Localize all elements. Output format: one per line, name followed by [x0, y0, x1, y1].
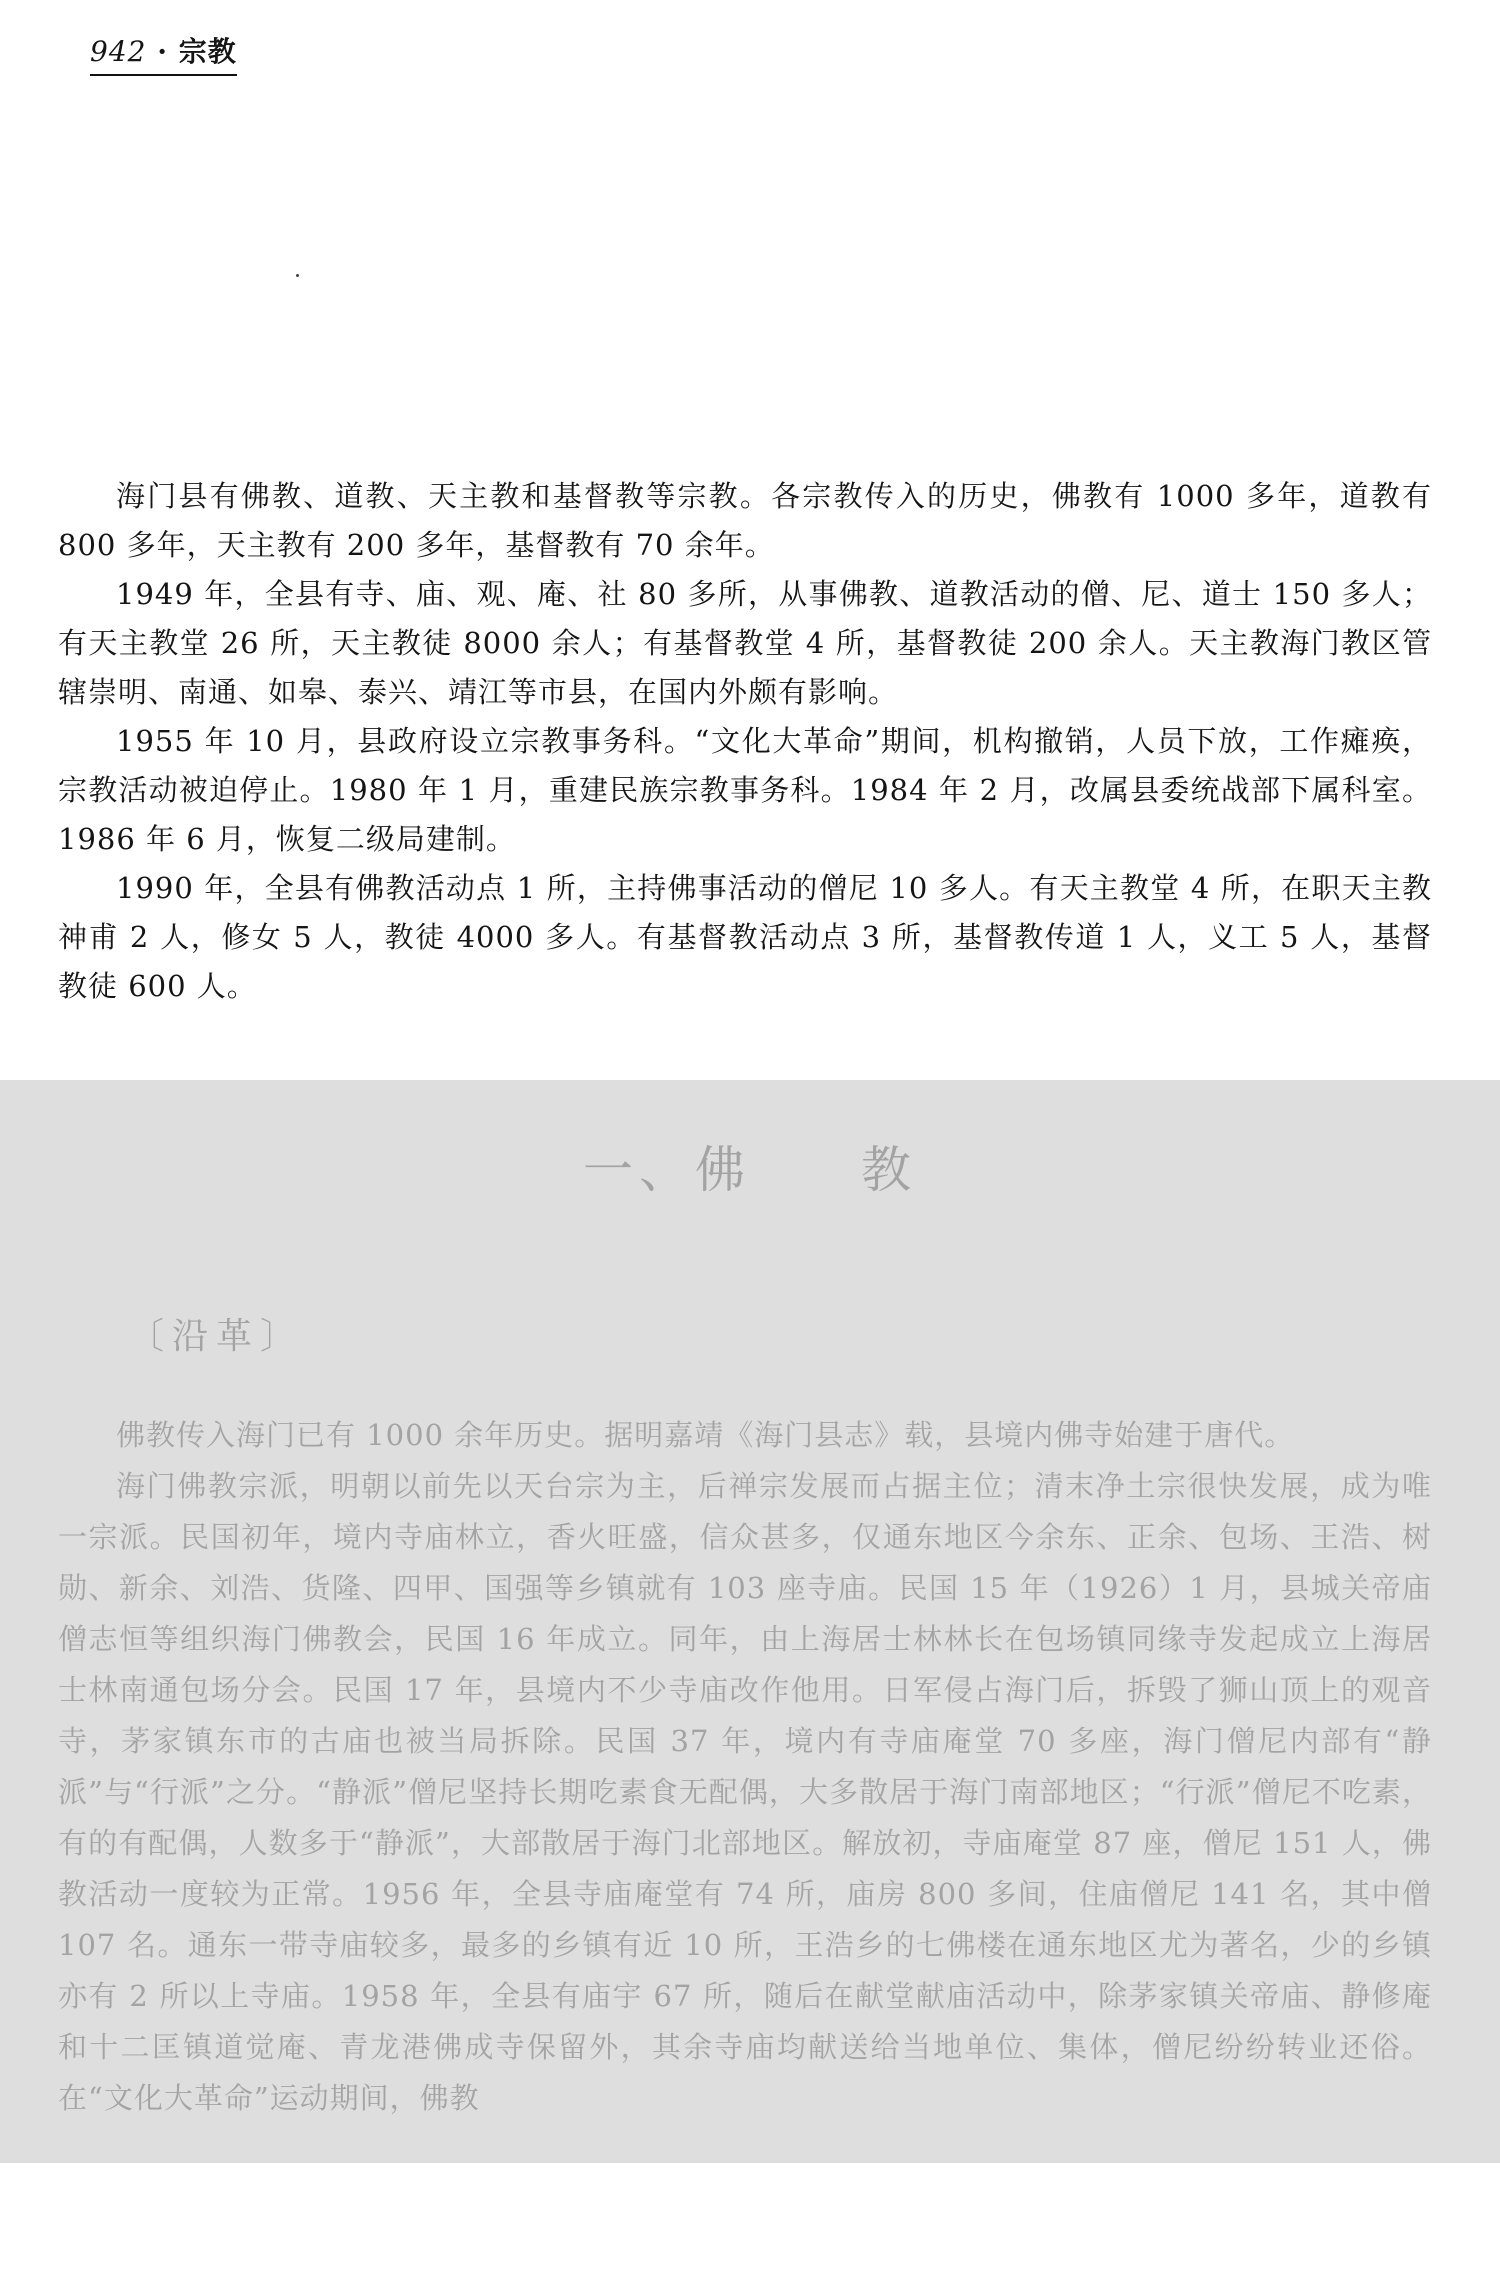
section-paragraph-1: 佛教传入海门已有 1000 余年历史。据明嘉靖《海门县志》载，县境内佛寺始建于唐代。: [116, 1418, 1295, 1452]
intro-paragraph-3: 1955 年 10 月，县政府设立宗教事务科。“文化大革命”期间，机构撤销，人员下放，工作瘫痪，宗教活动被迫停止。1980 年 1 月，重建民族宗教事务科。1984 年 2 月，改属县委统战部下属科室。1986 年 6 月，恢复二级局建制。: [58, 724, 1432, 856]
section-title-prefix: 一、佛: [583, 1141, 751, 1199]
intro-text: [58, 472, 1432, 1011]
subsection-heading: 〔沿革〕: [128, 1316, 305, 1357]
intro-paragraph-2: 1949 年，全县有寺、庙、观、庵、社 80 多所，从事佛教、道教活动的僧、尼、道士 150 多人；有天主教堂 26 所，天主教徒 8000 余人；有基督教堂 4 所，基督教徒 200 余人。天主教海门教区管辖崇明、南通、如皋、泰兴、靖江等市县，在国内外颇有影响。: [58, 577, 1432, 709]
running-head: [90, 30, 237, 76]
page-number: 942: [90, 35, 147, 68]
section-title: [0, 1130, 1500, 1202]
section-paragraph-2: 海门佛教宗派，明朝以前先以天台宗为主，后禅宗发展而占据主位；清末净土宗很快发展，成为唯一宗派。民国初年，境内寺庙林立，香火旺盛，信众甚多，仅通东地区今余东、正余、包场、王浩、树勋、新余、刘浩、货隆、四甲、国强等乡镇就有 103 座寺庙。民国 15 年（1926）1 月，县城关帝庙僧志恒等组织海门佛教会，民国 16 年成立。同年，由上海居士林林长在包场镇同缘寺发起成立上海居士林南通包场分会。民国 17 年，县境内不少寺庙改作他用。日军侵占海门后，拆毁了狮山顶上的观音寺，茅家镇东市的古庙也被当局拆除。民国 37 年，境内有寺庙庵堂 70 多座，海门僧尼内部有“静派”与“行派”之分。“静派”僧尼坚持长期吃素食无配偶，大多散居于海门南部地区；“行派”僧尼不吃素，有的有配偶，人数多于“静派”，大部散居于海门北部地区。解放初，寺庙庵堂 87 座，僧尼 151 人，佛教活动一度较为正常。1956 年，全县寺庙庵堂有 74 所，庙房 800 多间，住庙僧尼 141 名，其中僧 107 名。通东一带寺庙较多，最多的乡镇有近 10 所，王浩乡的七佛楼在通东地区尤为著名，少的乡镇亦有 2 所以上寺庙。1958 年，全县有庙宇 67 所，随后在献堂献庙活动中，除茅家镇关帝庙、静修庵和十二匡镇道觉庵、青龙港佛成寺保留外，其余寺庙均献送给当地单位、集体，僧尼纷纷转业还俗。在“文化大革命”运动期间，佛教: [58, 1469, 1432, 2115]
intro-paragraph-4: 1990 年，全县有佛教活动点 1 所，主持佛事活动的僧尼 10 多人。有天主教堂 4 所，在职天主教神甫 2 人，修女 5 人，教徒 4000 多人。有基督教活动点 3 所，基督教传道 1 人，义工 5 人，基督教徒 600 人。: [58, 871, 1432, 1003]
section-name: 宗教: [178, 35, 237, 68]
section-body: [58, 1410, 1432, 2124]
print-speck: [296, 274, 299, 277]
intro-paragraph-1: 海门县有佛教、道教、天主教和基督教等宗教。各宗教传入的历史，佛教有 1000 多年，道教有 800 多年，天主教有 200 多年，基督教有 70 余年。: [58, 479, 1432, 562]
head-separator: ·: [146, 35, 179, 68]
section-title-suffix: 教: [861, 1141, 917, 1199]
